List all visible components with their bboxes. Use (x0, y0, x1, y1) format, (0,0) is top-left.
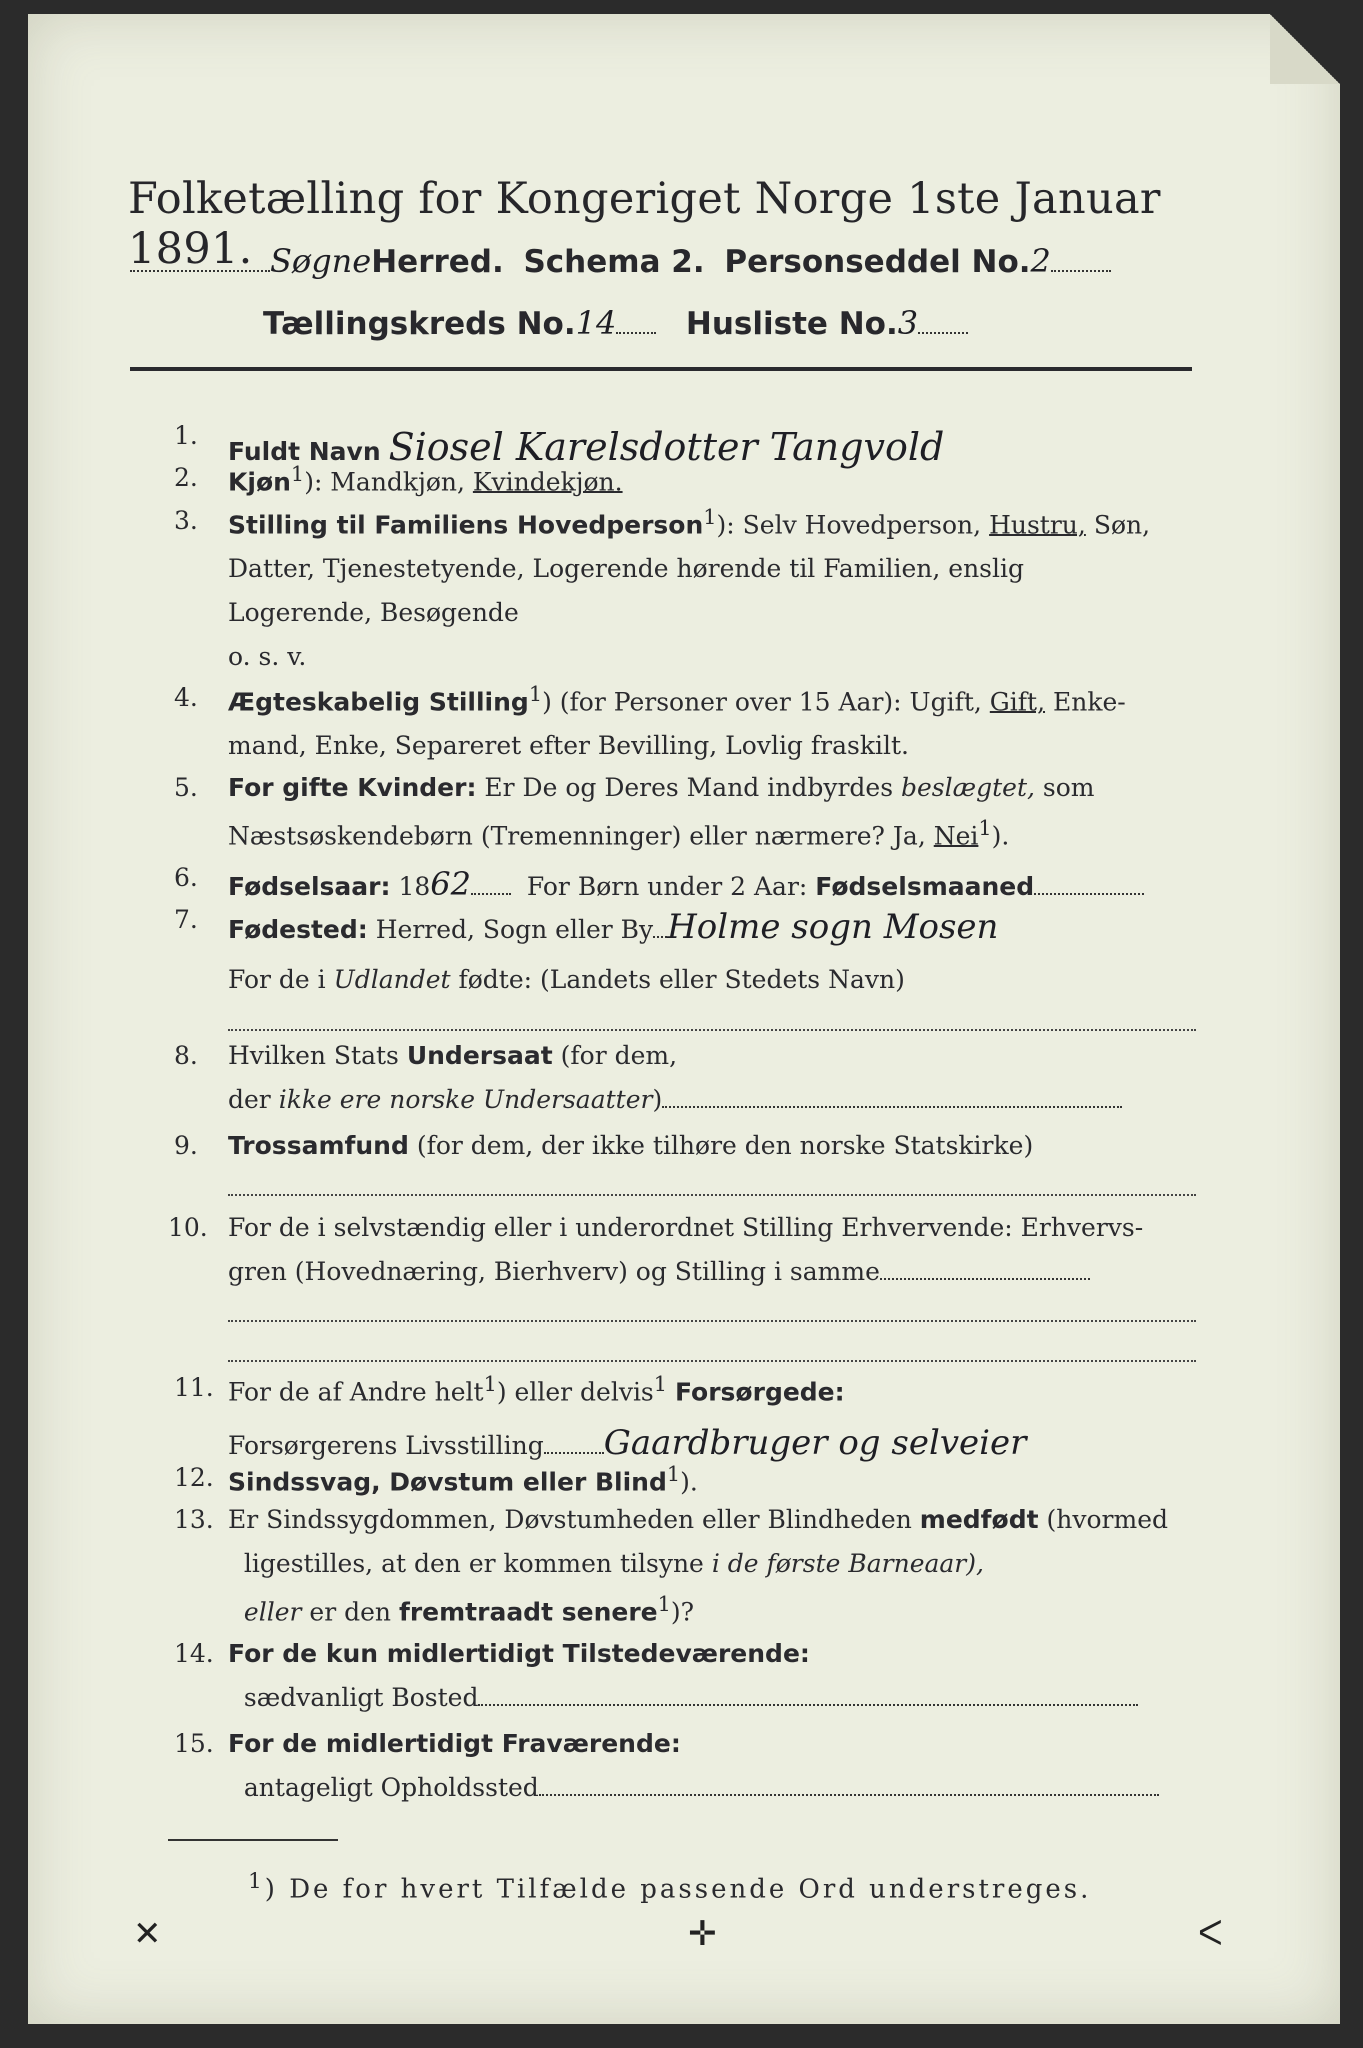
kreds-value: 14 (575, 304, 617, 342)
header-rule (130, 367, 1192, 371)
marital-selected: Gift, (989, 687, 1046, 717)
folded-corner (1270, 14, 1340, 84)
personseddel-value: 2 (1030, 242, 1051, 280)
footnote: $^1$) De for hvert Tilfælde passende Ord understreges. (248, 1869, 1092, 1905)
birth-year-value: 62 (430, 865, 471, 903)
herred-row (130, 242, 1111, 280)
herred-value: Søgne (270, 242, 372, 280)
herred-label: Herred. (371, 244, 504, 280)
related-selected: Nei (933, 821, 979, 851)
registration-mark-center-icon: ✛ (688, 1914, 717, 1954)
gender-selected: Kvindekjøn. (472, 467, 623, 497)
kreds-label: Tællingskreds No. (263, 306, 576, 342)
full-name-label: Fuldt Navn (228, 437, 381, 466)
provider-occupation-value: Gaardbruger og selveier (603, 1423, 1027, 1464)
registration-mark-left-icon: ✕ (133, 1914, 162, 1954)
schema-label: Schema 2. (523, 244, 705, 280)
registration-mark-right-icon: ᐸ (1198, 1914, 1223, 1954)
full-name-value: Siosel Karelsdotter Tangvold (388, 425, 945, 469)
footnote-rule (168, 1839, 338, 1841)
census-form-page: Folketælling for Kongeriget Norge 1ste Januar 1891. SøgneHerred. Schema 2. Personseddel No.2 Tællingskreds No.14 Husliste No.3 1. Fuldt Navn Siosel Karelsdotter Tangvold 2. Kjøn$^1$): Mandkjøn, Kvindekjøn. 3. Stilling til Familiens Hovedperson$^1$): Selv Hovedperson, Hustru, Søn, Datter, Tjenestetyende, Logerende hørende til Familien, enslig Logerende, Besøgende o. s. v. 4. Ægteskabelig Stilling$^1$) (for Personer over 15 Aar): Ugift, Gift, Enke- mand, Enke, Separeret efter Bevilling, Lovlig fraskilt. 5. For gifte Kvinder: Er De og Deres Mand indbyrdes beslægtet, som Næstsøskendebørn (Tremenninger) eller nærmere? Ja, Nei$^1$). 6. Fødselsaar: 1862 For Børn under 2 Aar: Fødselsmaaned 7. Fødested: Herred, Sogn eller By Holme sogn Mosen For de i Udlandet fødte: (Landets eller Stedets Navn) 8. Hvilken Stats Undersaat (for dem, der ikke ere norske Undersaatter) 9. Trossamfund (for dem, der ikke tilhøre den norske Statskirke) 10. For de i selvstændig eller i underordnet Stilling Erhvervende: Erhvervs- gren (Hovednæring, Bierhverv) og Stilling i samme 11. For de af Andre helt$^1$) eller delvis$^1$ Forsørgede: Forsørgerens Livsstilling Gaardbruger og selveier 12. Sindssvag, Døvstum eller Blind$^1$). 13. Er Sindssygdommen, Døvstumheden eller Blindheden medfødt (hvormed ligestilles, at den er kommen tilsyne i de første Barneaar), eller er den fremtraadt senere$^1$)? 14. For de kun midlertidigt Tilstedeværende: sædvanligt Bosted 15. For de midlertidigt Fraværende: antageligt Opholdssted $^1$) De for hvert Tilfælde passende Ord understreges. ✕ ✛ ᐸ (28, 14, 1340, 2024)
form-title: Folketælling for Kongeriget Norge 1ste Januar 1891. (128, 174, 1161, 274)
relation-selected: Hustru, (989, 510, 1086, 540)
birthplace-value: Holme sogn Mosen (667, 907, 999, 947)
husliste-value: 3 (897, 304, 919, 342)
personseddel-label: Personseddel No. (724, 244, 1031, 280)
kreds-row (263, 304, 968, 342)
husliste-label: Husliste No. (685, 306, 898, 342)
